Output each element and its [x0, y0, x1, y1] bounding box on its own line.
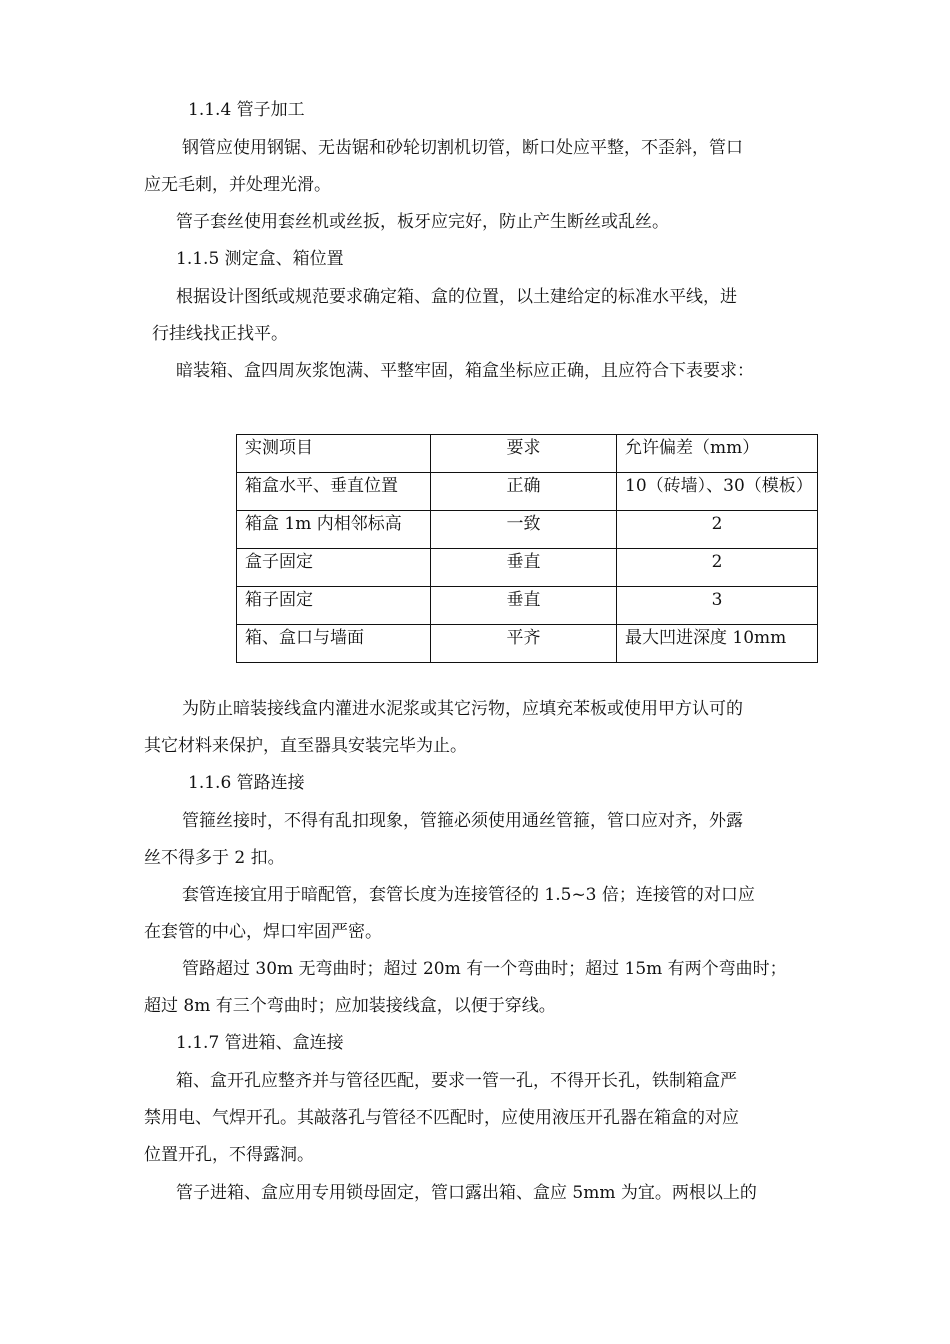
- table-cell: 箱、盒口与墙面: [237, 625, 431, 663]
- paragraph-position-line-2: 行挂线找正找平。: [152, 324, 288, 344]
- table-cell: 平齐: [431, 625, 617, 663]
- table-cell: 3: [617, 587, 818, 625]
- table-cell: 最大凹进深度 10mm: [617, 625, 818, 663]
- table-row: [237, 625, 818, 663]
- paragraph-protection-line-2: 其它材料来保护，直至器具安装完毕为止。: [144, 736, 467, 756]
- table-header-cell: 允许偏差（mm）: [617, 435, 818, 473]
- table-cell: 10（砖墙）、30（模板）: [617, 473, 818, 511]
- table-cell: 一致: [431, 511, 617, 549]
- paragraph-pipe-cutting-line-1: 钢管应使用钢锯、无齿锯和砂轮切割机切管，断口处应平整，不歪斜，管口: [182, 138, 743, 158]
- paragraph-protection-line-1: 为防止暗装接线盒内灌进水泥浆或其它污物，应填充苯板或使用甲方认可的: [182, 699, 743, 719]
- table-header-cell: 要求: [431, 435, 617, 473]
- paragraph-openings-line-3: 位置开孔，不得露洞。: [144, 1145, 314, 1165]
- paragraph-openings-line-1: 箱、盒开孔应整齐并与管径匹配，要求一管一孔，不得开长孔，铁制箱盒严: [176, 1071, 737, 1091]
- table-header-cell: 实测项目: [237, 435, 431, 473]
- table-row: [237, 511, 818, 549]
- paragraph-junction-line-2: 超过 8m 有三个弯曲时；应加装接线盒，以便于穿线。: [144, 996, 556, 1016]
- table-row: [237, 549, 818, 587]
- section-heading-1-1-5: 1.1.5 测定盒、箱位置: [176, 249, 344, 269]
- paragraph-concealed-box: 暗装箱、盒四周灰浆饱满、平整牢固，箱盒坐标应正确，且应符合下表要求：: [176, 361, 754, 381]
- table-cell: 箱子固定: [237, 587, 431, 625]
- paragraph-sleeve-line-1: 套管连接宜用于暗配管，套管长度为连接管径的 1.5~3 倍；连接管的对口应: [182, 885, 755, 905]
- table-cell: 2: [617, 549, 818, 587]
- paragraph-position-line-1: 根据设计图纸或规范要求确定箱、盒的位置，以土建给定的标准水平线，进: [176, 287, 737, 307]
- paragraph-sleeve-line-2: 在套管的中心，焊口牢固严密。: [144, 922, 382, 942]
- paragraph-pipe-cutting-line-2: 应无毛刺，并处理光滑。: [144, 175, 331, 195]
- paragraph-coupling-line-1: 管箍丝接时，不得有乱扣现象，管箍必须使用通丝管箍，管口应对齐，外露: [182, 811, 743, 831]
- table-row: [237, 473, 818, 511]
- table-cell: 箱盒 1m 内相邻标高: [237, 511, 431, 549]
- section-heading-1-1-4: 1.1.4 管子加工: [188, 100, 305, 120]
- table-cell: 箱盒水平、垂直位置: [237, 473, 431, 511]
- table-cell: 盒子固定: [237, 549, 431, 587]
- paragraph-threading: 管子套丝使用套丝机或丝扳，板牙应完好，防止产生断丝或乱丝。: [176, 212, 669, 232]
- paragraph-openings-line-2: 禁用电、气焊开孔。其敲落孔与管径不匹配时，应使用液压开孔器在箱盒的对应: [144, 1108, 739, 1128]
- paragraph-locknut-line-1: 管子进箱、盒应用专用锁母固定，管口露出箱、盒应 5mm 为宜。两根以上的: [176, 1183, 757, 1203]
- table-cell: 正确: [431, 473, 617, 511]
- table-row: [237, 587, 818, 625]
- section-heading-1-1-6: 1.1.6 管路连接: [188, 773, 305, 793]
- section-heading-1-1-7: 1.1.7 管进箱、盒连接: [176, 1033, 344, 1053]
- paragraph-junction-line-1: 管路超过 30m 无弯曲时；超过 20m 有一个弯曲时；超过 15m 有两个弯曲时；: [182, 959, 787, 979]
- tolerance-table: [236, 434, 818, 663]
- table-cell: 垂直: [431, 549, 617, 587]
- table-header-row: [237, 435, 818, 473]
- table-cell: 2: [617, 511, 818, 549]
- paragraph-coupling-line-2: 丝不得多于 2 扣。: [144, 848, 285, 868]
- table-cell: 垂直: [431, 587, 617, 625]
